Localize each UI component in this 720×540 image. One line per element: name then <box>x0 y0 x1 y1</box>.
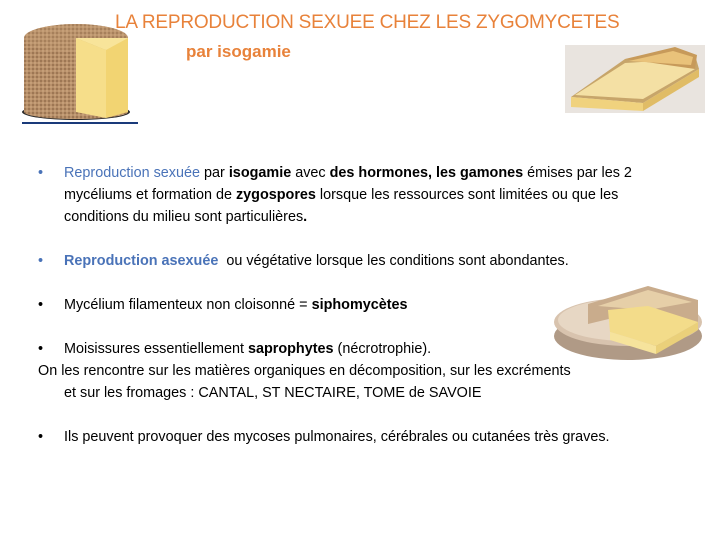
plain-line-2: et sur les fromages : CANTAL, ST NECTAIRE, TOME de SAVOIE <box>64 385 482 401</box>
term-siphomycetes: siphomycètes <box>311 297 408 313</box>
bullet-marker: • <box>38 165 44 181</box>
bullet-mycoses <box>38 426 654 448</box>
term-reproduction-asexuee: Reproduction asexuée <box>64 253 219 269</box>
text: Ils peuvent provoquer des mycoses pulmonaires, cérébrales ou cutanées très graves. <box>64 429 610 445</box>
text: Mycélium filamenteux non cloisonné = <box>64 297 312 313</box>
bullet-reproduction-sexuee <box>38 162 678 228</box>
plain-line-1: On les rencontre sur les matières organiques en décomposition, sur les excréments <box>38 363 571 379</box>
term-saprophytes: saprophytes <box>247 341 334 357</box>
text-period: . <box>303 209 308 225</box>
image-underline <box>22 122 138 124</box>
bullet-marker: • <box>38 429 44 445</box>
term-reproduction-sexuee: Reproduction sexuée <box>64 165 201 181</box>
text: émises par les 2 mycéliums et formation de <box>64 165 632 203</box>
text: lorsque les ressources sont limitées ou que les conditions du milieu sont particulières <box>64 187 619 225</box>
term-zygospores: zygospores <box>235 187 316 203</box>
text: ou végétative lorsque les conditions sont abondantes. <box>218 253 569 269</box>
bullet-reproduction-asexuee <box>38 250 678 272</box>
text: par <box>200 165 229 181</box>
slide-subtitle: par isogamie <box>186 42 291 61</box>
text: (nécrotrophie). <box>333 341 432 357</box>
bullet-marker: • <box>38 297 44 313</box>
bullet-moisissures <box>38 338 678 360</box>
term-gamones: des hormones, les gamones <box>329 165 524 181</box>
text: avec <box>291 165 330 181</box>
bullet-marker: • <box>38 341 44 357</box>
slide-title: LA REPRODUCTION SEXUEE CHEZ LES ZYGOMYCETES <box>115 12 620 33</box>
bullet-marker: • <box>38 253 44 269</box>
term-isogamie: isogamie <box>228 165 292 181</box>
body-text <box>38 162 678 448</box>
cheese-wedge-image <box>565 45 705 113</box>
bullet-mycelium <box>38 294 678 316</box>
text: Moisissures essentiellement <box>64 341 248 357</box>
